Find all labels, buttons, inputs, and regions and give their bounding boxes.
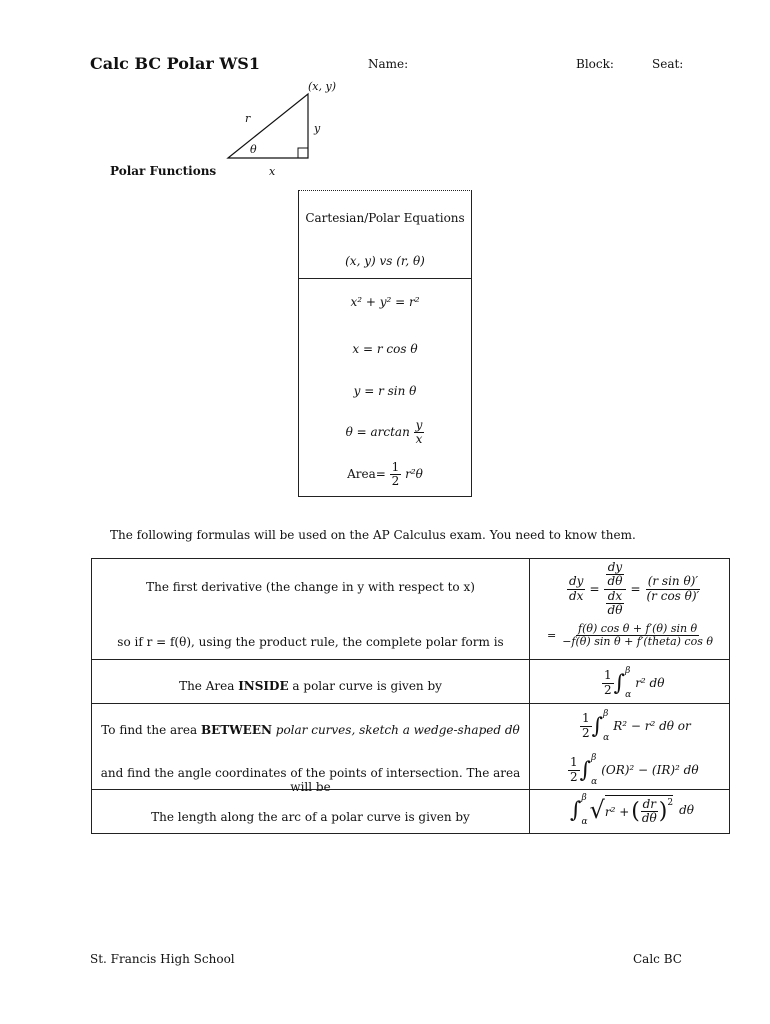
x-label: x	[269, 165, 276, 178]
area-inside-text: The Area INSIDE a polar curve is given by	[179, 679, 442, 693]
intersection-text: and find the angle coordinates of the points of intersection. The area will be	[100, 766, 521, 794]
r-squared-plus: r² +	[604, 804, 630, 819]
sqrt-body: r² + ( $\frac{dr}{d\theta}$ ) $^2$	[604, 796, 674, 825]
equals: =	[589, 582, 600, 596]
box-title: Cartesian/Polar Equations	[305, 211, 465, 225]
equals-3: =	[547, 629, 557, 643]
equation-4-den: x	[415, 432, 423, 447]
half-den-2: 2	[582, 725, 590, 740]
dtheta-bottom: dθ	[607, 602, 623, 617]
area-rhs: r²θ	[405, 467, 423, 482]
dx-bottom: dx	[607, 588, 623, 603]
first-derivative-formula	[567, 559, 727, 619]
name-label: Name:	[368, 57, 409, 71]
area-between-formula	[580, 709, 725, 743]
box-divider	[299, 278, 471, 279]
polar-numerator: f(θ) cos θ + f′(θ) sin θ	[578, 622, 698, 635]
cartesian-polar-box	[298, 190, 472, 497]
area-inside-formula	[602, 666, 722, 700]
upper-limit-4: β	[581, 793, 587, 803]
dy-top: dy	[607, 560, 623, 575]
half-num-2: 1	[582, 711, 590, 726]
right-angle-marker	[298, 148, 308, 158]
arc-length-formula	[570, 793, 725, 827]
equation-4	[299, 419, 471, 446]
section-title: Polar Functions	[110, 164, 217, 178]
area-between-text: To find the area BETWEEN polar curves, sketch a wedge-shaped dθ	[101, 723, 520, 737]
footer-school: St. Francis High School	[90, 952, 235, 966]
area-equation	[299, 461, 471, 488]
arc-length-text: The length along the arc of a polar curve is given by	[151, 810, 470, 824]
upper-limit-2: β	[603, 709, 609, 719]
integral-sign-2: ∫	[591, 713, 604, 739]
column-divider	[529, 559, 530, 833]
triangle-shape	[228, 94, 308, 158]
point-label: (x, y)	[308, 80, 336, 93]
half-den-3: 2	[570, 769, 578, 784]
half-num: 1	[604, 668, 612, 683]
dtheta-arc: dθ	[641, 811, 657, 825]
block-label: Block:	[576, 57, 614, 71]
integral-sign-4: ∫	[570, 797, 582, 823]
polar-derivative-formula	[547, 623, 727, 648]
lower-limit-3: α	[591, 777, 598, 787]
equation-4-num: y	[415, 418, 423, 432]
row-divider	[92, 703, 729, 704]
r-label: r	[245, 112, 251, 125]
dtheta-top: dθ	[607, 574, 623, 589]
polar-denominator: −f(θ) sin θ + f′(theta) cos θ	[562, 635, 713, 649]
integral-sign: ∫	[613, 670, 626, 696]
product-rule-text: so if r = f(θ), using the product rule, the complete polar form is	[117, 635, 504, 649]
page-title: Calc BC Polar WS1	[90, 54, 260, 73]
dr: dr	[642, 796, 657, 811]
r-cos-derivative: (r cos θ)′	[646, 588, 700, 603]
row-divider	[92, 659, 729, 660]
intro-text: The following formulas will be used on the AP Calculus exam. You need to know them.	[110, 528, 636, 542]
equation-3: y = r sin θ	[353, 384, 417, 398]
dx: dx	[569, 588, 584, 603]
formula-table	[91, 558, 730, 834]
polar-triangle-diagram	[220, 80, 350, 180]
lower-limit-4: α	[581, 817, 588, 827]
half-den: 2	[604, 682, 612, 697]
equals-2: =	[630, 582, 641, 596]
area-integrand: r² dθ	[635, 676, 665, 690]
lower-limit-2: α	[603, 733, 610, 743]
first-derivative-text: The first derivative (the change in y with respect to x)	[146, 580, 475, 594]
area-den: 2	[391, 474, 400, 489]
or-ir-integrand: (OR)² − (IR)² dθ	[601, 763, 699, 777]
between-integrand: R² − r² dθ or	[613, 719, 691, 733]
exponent-2: 2	[667, 797, 674, 808]
box-subtitle: (x, y) vs (r, θ)	[345, 254, 425, 268]
y-label: y	[314, 122, 321, 135]
half-num-3: 1	[570, 755, 578, 770]
area-num: 1	[391, 460, 400, 474]
area-lhs: Area=	[347, 467, 386, 482]
sqrt-sign: √	[589, 796, 605, 824]
integral-sign-3: ∫	[579, 757, 592, 783]
equation-1: x² + y² = r²	[350, 295, 420, 309]
lower-limit: α	[625, 690, 632, 700]
r-sin-derivative: (r sin θ)′	[647, 574, 699, 589]
equation-2: x = r cos θ	[352, 342, 418, 356]
dy: dy	[569, 574, 584, 589]
upper-limit: β	[625, 666, 631, 676]
or-ir-formula	[568, 753, 726, 787]
upper-limit-3: β	[591, 753, 597, 763]
seat-label: Seat:	[652, 57, 684, 71]
arc-dtheta: dθ	[679, 803, 694, 817]
equation-4-lhs: θ = arctan	[345, 425, 410, 440]
footer-course: Calc BC	[633, 952, 682, 966]
theta-label: θ	[250, 143, 257, 156]
